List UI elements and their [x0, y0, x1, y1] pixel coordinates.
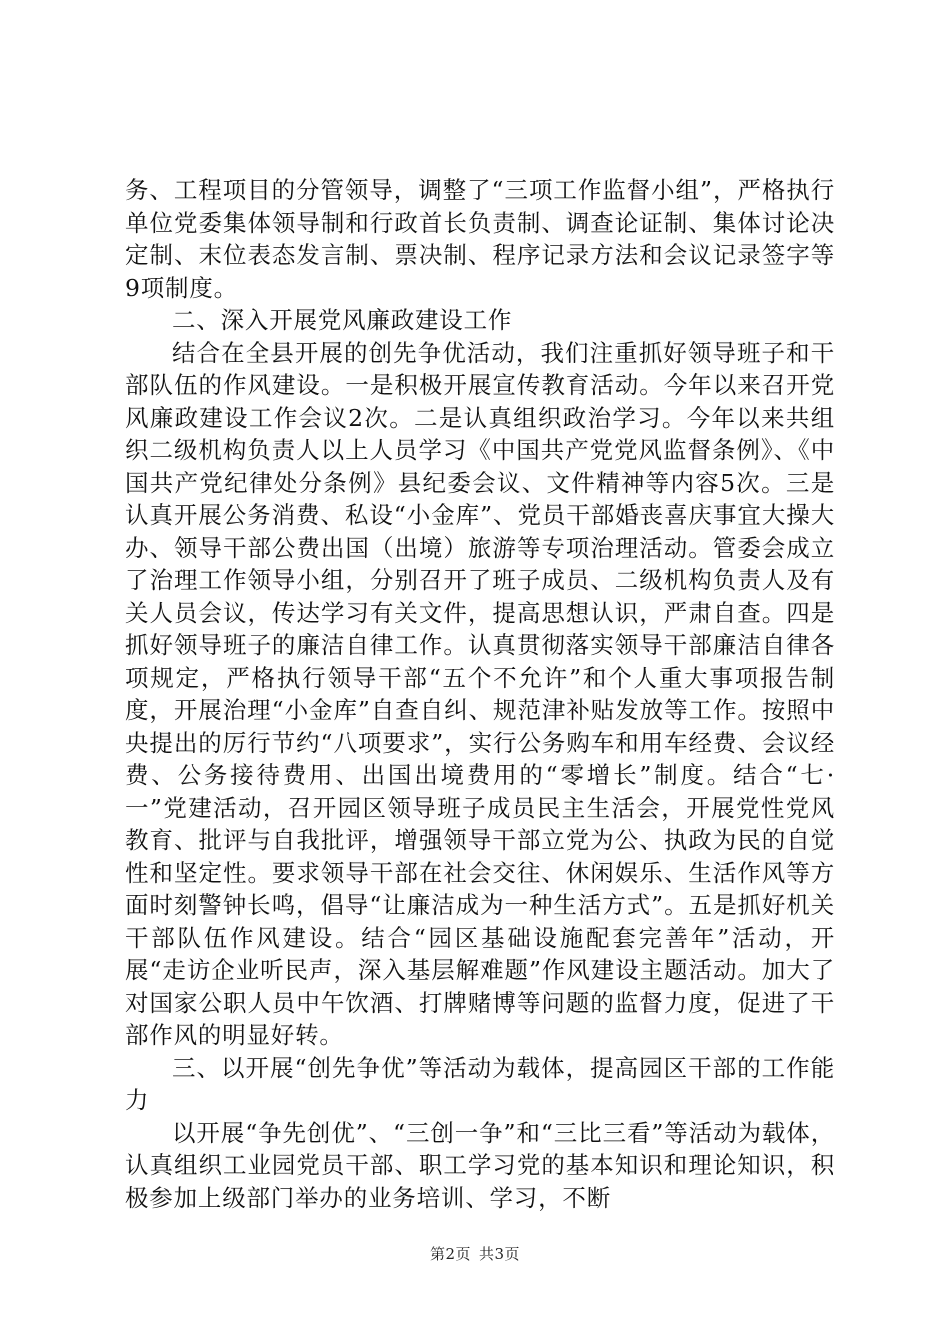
page-total: 共3页 — [479, 1245, 521, 1263]
section-heading-3: 三、以开展“创先争优”等活动为载体，提高园区干部的工作能力 — [125, 1053, 835, 1114]
paragraph-section-2-body: 结合在全县开展的创先争优活动，我们注重抓好领导班子和干部队伍的作风建设。一是积极开展宣传教育活动。今年以来召开党风廉政建设工作会议2次。二是认真组织政治学习。今年以来共组织二级机构负责人以上人员学习《中国共产党党风监督条例》、《中国共产党纪律处分条例》县纪委会议、文件精神等内容5次。三是认真开展公务消费、私设“小金库”、党员干部婚丧喜庆事宜大操大办、领导干部公费出国（出境）旅游等专项治理活动。管委会成立了治理工作领导小组，分别召开了班子成员、二级机构负责人及有关人员会议，传达学习有关文件，提高思想认识，严肃自查。四是抓好领导班子的廉洁自律工作。认真贯彻落实领导干部廉洁自律各项规定，严格执行领导干部“五个不允许”和个人重大事项报告制度，开展治理“小金库”自查自纠、规范津补贴发放等工作。按照中央提出的厉行节约“八项要求”，实行公务购车和用车经费、会议经费、公务接待费用、出国出境费用的“零增长”制度。结合“七·一”党建活动，召开园区领导班子成员民主生活会，开展党性党风教育、批评与自我批评，增强领导干部立党为公、执政为民的自觉性和坚定性。要求领导干部在社会交往、休闲娱乐、生活作风等方面时刻警钟长鸣，倡导“让廉洁成为一种生活方式”。五是抓好机关干部队伍作风建设。结合“园区基础设施配套完善年”活动，开展“走访企业听民声，深入基层解难题”作风建设主题活动。加大了对国家公职人员中午饮酒、打牌赌博等问题的监督力度，促进了干部作风的明显好转。 — [125, 338, 835, 1049]
paragraph-continuation: 务、工程项目的分管领导，调整了“三项工作监督小组”，严格执行单位党委集体领导制和行政首长负责制、调查论证制、集体讨论决定制、末位表态发言制、票决制、程序记录方法和会议记录签字等9项制度。 — [125, 176, 835, 302]
document-body — [125, 174, 835, 1214]
section-heading-2: 二、深入开展党风廉政建设工作 — [172, 306, 513, 334]
page-number: 第2页 — [429, 1245, 471, 1263]
paragraph-section-3-body: 以开展“争先创优”、“三创一争”和“三比三看”等活动为载体，认真组织工业园党员干部、职工学习党的基本知识和理论知识，积极参加上级部门举办的业务培训、学习，不断 — [125, 1118, 835, 1212]
page-footer — [0, 1243, 950, 1264]
